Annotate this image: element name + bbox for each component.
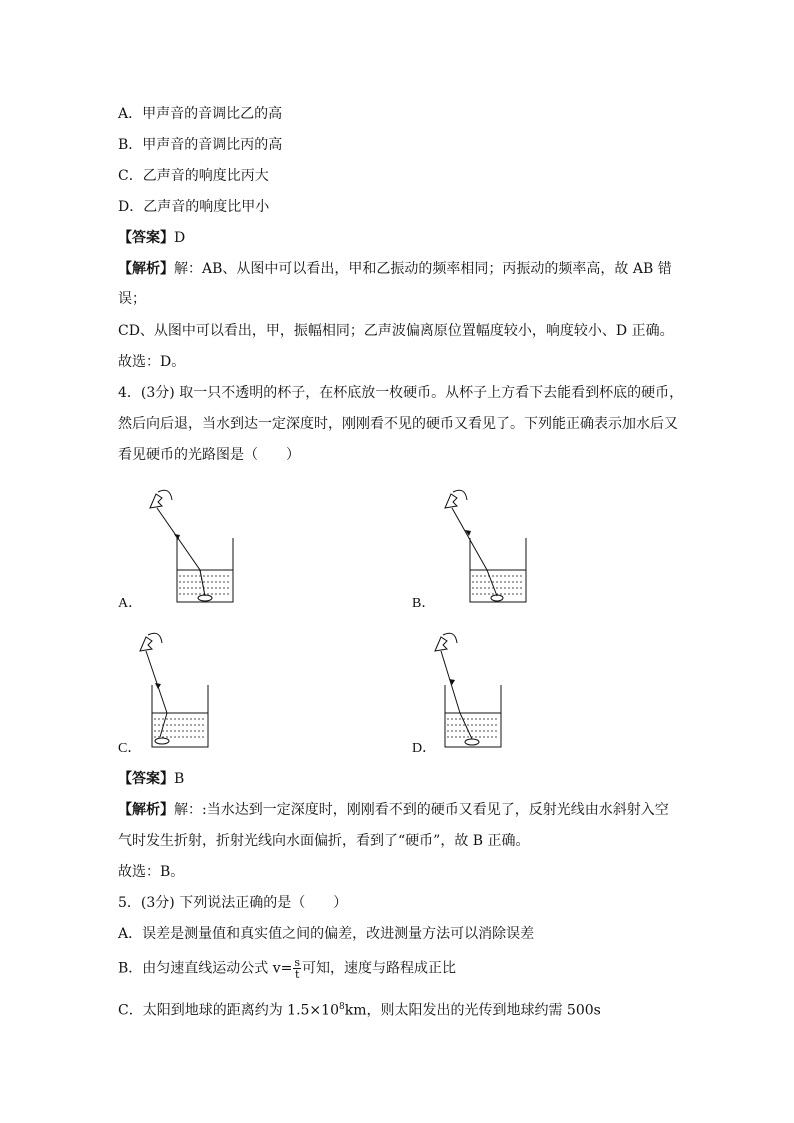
- option-b-text-post: 可知，速度与路程成正比: [302, 960, 457, 977]
- q3-analysis-line2: 误；: [118, 291, 146, 307]
- fraction-numerator: s: [294, 956, 301, 969]
- answer-value: D: [174, 230, 186, 246]
- q4-analysis-line2: 气时发生折射，折射光线向水面偏折，看到了“硬币”，故 B 正确。: [118, 833, 530, 849]
- analysis-text: 解：:当水达到一定深度时，刚刚看不到的硬币又看见了，反射光线由水斜射入空: [174, 802, 669, 818]
- exponent: 8: [338, 1002, 345, 1012]
- velocity-fraction: [293, 957, 301, 980]
- q3-analysis-line3: CD、从图中可以看出，甲，振幅相同；乙声波偏离原位置幅度较小，响度较小、D 正确。: [118, 323, 674, 339]
- q4-answer: [118, 770, 184, 788]
- q3-option-a: A．甲声音的音调比乙的高: [118, 106, 283, 122]
- fig-label-c: C．: [118, 741, 142, 756]
- answer-tag: 【答案】: [118, 771, 174, 787]
- option-c-text-post: km，则太阳发出的光传到地球约需 500s: [344, 1002, 601, 1019]
- q5-option-b: [118, 957, 456, 980]
- analysis-text: 解：AB、从图中可以看出，甲和乙振动的频率相同；丙振动的频率高，故 AB 错: [174, 261, 672, 277]
- answer-tag: 【答案】: [118, 230, 174, 246]
- analysis-tag: 【解析】: [118, 261, 174, 277]
- q5-option-a: A．误差是测量值和真实值之间的偏差，改进测量方法可以消除误差: [118, 926, 535, 942]
- answer-value: B: [174, 771, 185, 787]
- q5-option-c: [118, 998, 601, 1020]
- q3-option-b: B．甲声音的音调比丙的高: [118, 137, 283, 153]
- q3-option-d: D．乙声音的响度比甲小: [118, 199, 270, 215]
- q4-stem-line1: 4．(3分) 取一只不透明的杯子，在杯底放一枚硬币。从杯子上方看下去能看到杯底的硬币，: [118, 385, 684, 401]
- q5-stem: 5．(3分) 下列说法正确的是（ ）: [118, 895, 348, 911]
- q3-option-c: C．乙声音的响度比丙大: [118, 168, 269, 184]
- analysis-tag: 【解析】: [118, 802, 174, 818]
- q3-analysis-line1: [118, 260, 672, 278]
- fraction-denominator: t: [295, 968, 300, 981]
- option-c-text-pre: C．太阳到地球的距离约为 1.5×10: [118, 1002, 339, 1019]
- q4-stem-line2: 然后向后退，当水到达一定深度时，刚刚看不见的硬币又看见了。下列能正确表示加水后又: [118, 416, 678, 432]
- fig-label-a: A．: [118, 596, 143, 611]
- option-b-text-pre: B．由匀速直线运动公式 v=: [118, 960, 293, 977]
- fig-label-d: D．: [412, 741, 437, 756]
- q3-answer: [118, 229, 185, 247]
- q3-choice: 故选：D。: [118, 354, 186, 370]
- q4-choice: 故选：B。: [118, 864, 185, 880]
- fig-label-b: B．: [412, 596, 436, 611]
- light-path-figure-c: [130, 625, 270, 755]
- q4-analysis-line1: [118, 801, 669, 819]
- light-path-figure-d: [425, 625, 565, 755]
- light-path-figure-a: [130, 480, 270, 610]
- light-path-figure-b: [425, 480, 565, 610]
- q4-stem-line3: 看见硬币的光路图是（ ）: [118, 447, 300, 463]
